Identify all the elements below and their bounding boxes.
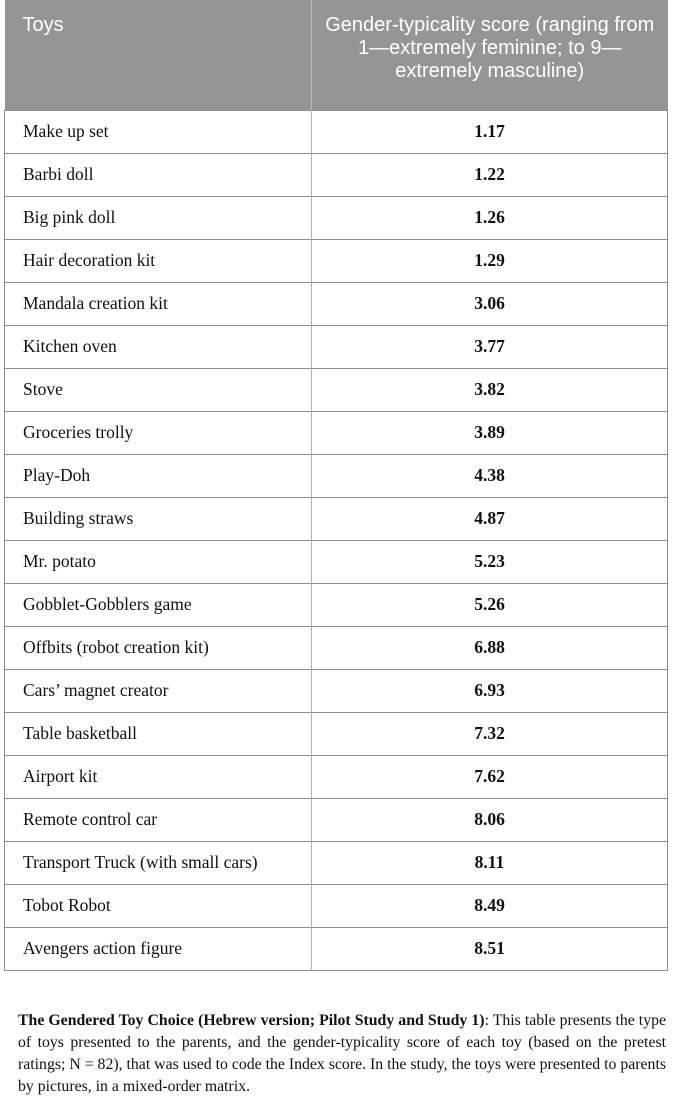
score-cell: 1.17 xyxy=(312,110,668,153)
table-row xyxy=(5,626,668,669)
header-score: Gender-typicality score (ranging from 1—extremely feminine; to 9—extremely masculine) xyxy=(312,0,668,110)
toy-name-cell: Make up set xyxy=(5,110,312,153)
toy-name-cell: Stove xyxy=(5,368,312,411)
score-cell: 3.82 xyxy=(312,368,668,411)
table-row xyxy=(5,497,668,540)
toy-name-cell: Table basketball xyxy=(5,712,312,755)
score-cell: 4.87 xyxy=(312,497,668,540)
score-cell: 7.62 xyxy=(312,755,668,798)
score-cell: 8.06 xyxy=(312,798,668,841)
toy-name-cell: Mandala creation kit xyxy=(5,282,312,325)
score-cell: 8.11 xyxy=(312,841,668,884)
toy-name-cell: Groceries trolly xyxy=(5,411,312,454)
table-row xyxy=(5,712,668,755)
score-cell: 5.26 xyxy=(312,583,668,626)
table-row xyxy=(5,411,668,454)
table-row xyxy=(5,927,668,970)
table-caption xyxy=(18,1010,666,1098)
score-cell: 4.38 xyxy=(312,454,668,497)
score-cell: 7.32 xyxy=(312,712,668,755)
toy-name-cell: Kitchen oven xyxy=(5,325,312,368)
toy-name-cell: Mr. potato xyxy=(5,540,312,583)
score-cell: 3.77 xyxy=(312,325,668,368)
table-row xyxy=(5,239,668,282)
table-row xyxy=(5,110,668,153)
score-cell: 6.93 xyxy=(312,669,668,712)
score-cell: 8.51 xyxy=(312,927,668,970)
score-cell: 5.23 xyxy=(312,540,668,583)
toy-name-cell: Hair decoration kit xyxy=(5,239,312,282)
table-row xyxy=(5,196,668,239)
caption-title: The Gendered Toy Choice (Hebrew version; Pilot Study and Study 1) xyxy=(18,1011,485,1029)
table-row xyxy=(5,540,668,583)
toy-name-cell: Avengers action figure xyxy=(5,927,312,970)
score-cell: 1.26 xyxy=(312,196,668,239)
score-cell: 1.22 xyxy=(312,153,668,196)
score-cell: 3.89 xyxy=(312,411,668,454)
score-cell: 6.88 xyxy=(312,626,668,669)
table-row xyxy=(5,841,668,884)
score-cell: 8.49 xyxy=(312,884,668,927)
table-row xyxy=(5,755,668,798)
toy-table xyxy=(4,0,668,971)
toy-name-cell: Transport Truck (with small cars) xyxy=(5,841,312,884)
toy-name-cell: Remote control car xyxy=(5,798,312,841)
table-row xyxy=(5,153,668,196)
toy-name-cell: Airport kit xyxy=(5,755,312,798)
table-row xyxy=(5,325,668,368)
table-row xyxy=(5,368,668,411)
header-toys: Toys xyxy=(5,0,312,110)
toy-name-cell: Tobot Robot xyxy=(5,884,312,927)
table-header-row xyxy=(5,0,668,110)
table-row xyxy=(5,884,668,927)
table-row xyxy=(5,669,668,712)
toy-name-cell: Play-Doh xyxy=(5,454,312,497)
table-row xyxy=(5,583,668,626)
table-row xyxy=(5,454,668,497)
toy-name-cell: Offbits (robot creation kit) xyxy=(5,626,312,669)
toy-name-cell: Gobblet-Gobblers game xyxy=(5,583,312,626)
table-row xyxy=(5,798,668,841)
toy-name-cell: Cars’ magnet creator xyxy=(5,669,312,712)
table-row xyxy=(5,282,668,325)
caption-text: : This table presents the type of toys presented to the parents, and the gender-typicality score of each toy (based on the pretest ratings; N = 82), that was used to code the Index score. In the study, the toys were presented to parents by pictures, in a mixed-order matrix. xyxy=(18,1011,666,1095)
toy-name-cell: Barbi doll xyxy=(5,153,312,196)
toy-name-cell: Building straws xyxy=(5,497,312,540)
table-body xyxy=(5,110,668,970)
score-cell: 3.06 xyxy=(312,282,668,325)
toy-table-container xyxy=(4,0,668,971)
toy-name-cell: Big pink doll xyxy=(5,196,312,239)
score-cell: 1.29 xyxy=(312,239,668,282)
